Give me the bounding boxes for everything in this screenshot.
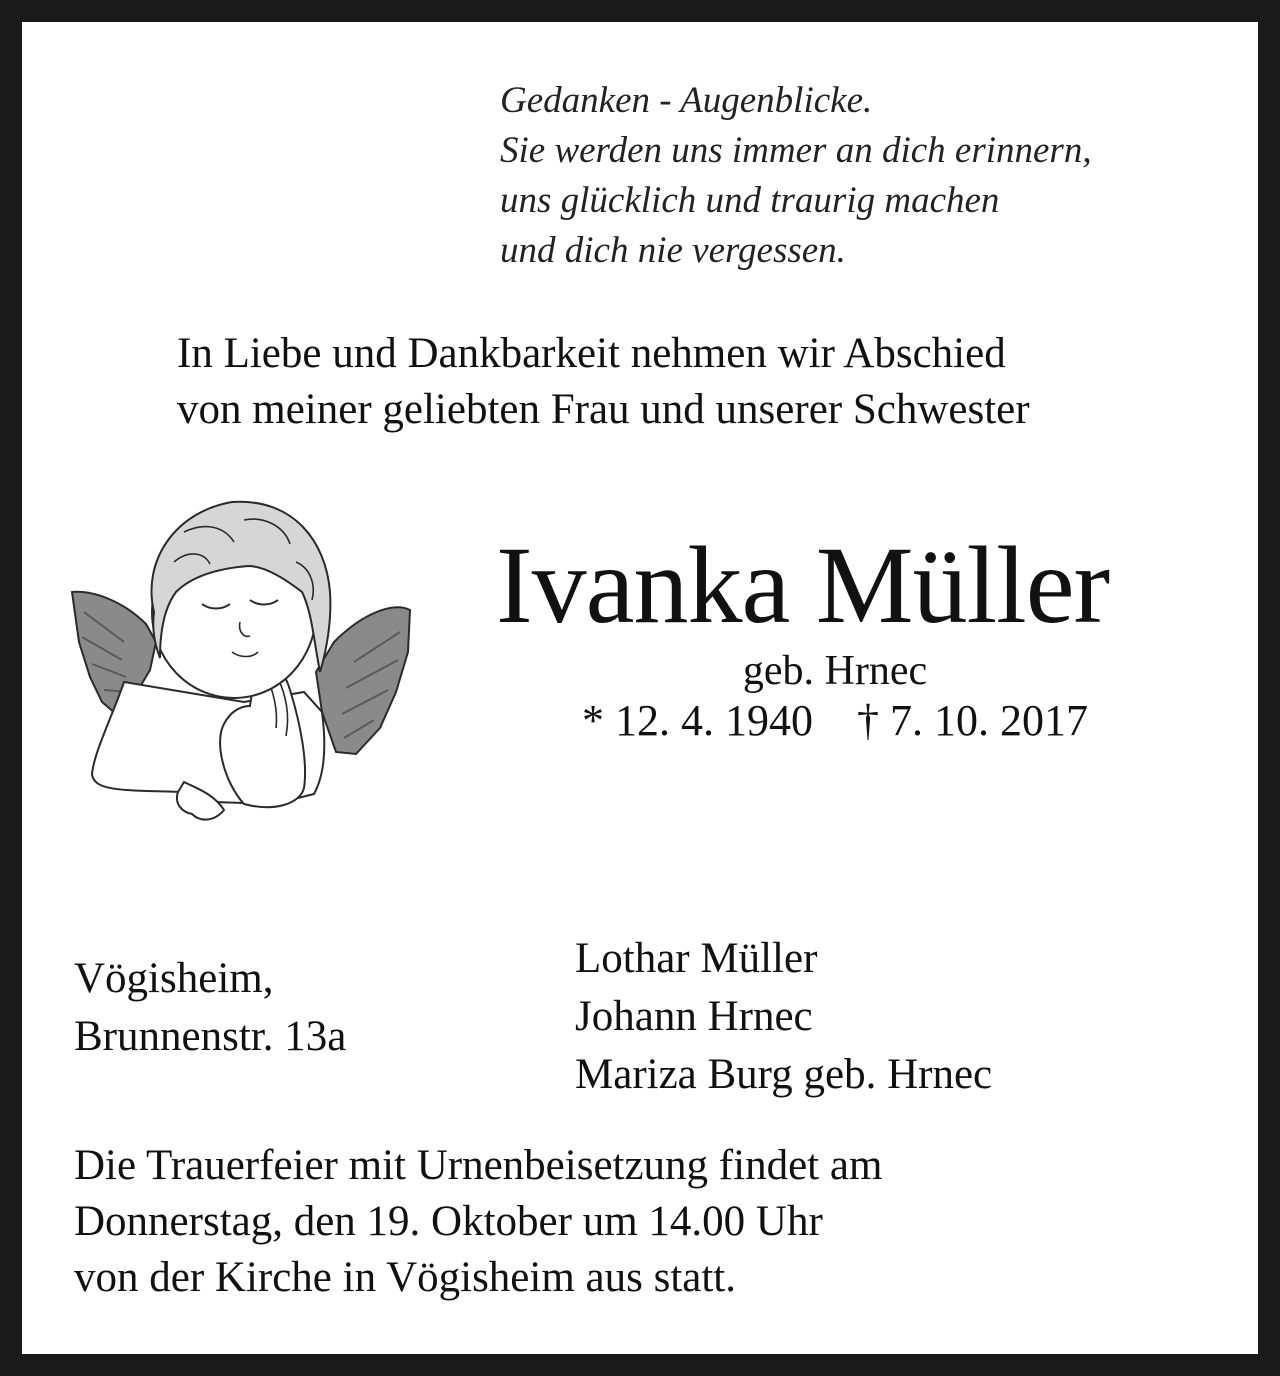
mourner-name: Mariza Burg geb. Hrnec [575,1051,993,1098]
farewell-line: In Liebe und Dankbarkeit nehmen wir Abschied [177,330,1006,377]
farewell-text [177,326,1030,438]
service-line: Donnerstag, den 19. Oktober um 14.00 Uhr [74,1198,823,1245]
memorial-poem [500,76,1092,276]
life-dates [480,693,1190,749]
poem-line: Gedanken - Augenblicke. [500,80,873,121]
address-line: Brunnenstr. 13a [74,1013,347,1060]
poem-line: Sie werden uns immer an dich erinnern, [500,130,1092,171]
address-line: Vögisheim, [74,955,274,1002]
death-date: † 7. 10. 2017 [857,696,1088,745]
mourners-list [575,930,992,1104]
service-line: Die Trauerfeier mit Urnenbeisetzung findet am [74,1142,883,1189]
cherub-angel-icon [64,492,424,832]
funeral-service-info [74,1138,882,1306]
family-address [74,950,346,1066]
poem-line: und dich nie vergessen. [500,230,846,271]
mourner-name: Lothar Müller [575,935,818,982]
deceased-name: Ivanka Müller [496,524,1110,646]
farewell-line: von meiner geliebten Frau und unserer Schwester [177,386,1030,433]
poem-line: uns glücklich und traurig machen [500,180,1000,221]
birth-date: * 12. 4. 1940 [582,696,813,745]
service-line: von der Kirche in Vögisheim aus statt. [74,1254,737,1301]
birth-name: geb. Hrnec [742,648,928,694]
mourner-name: Johann Hrnec [575,993,813,1040]
